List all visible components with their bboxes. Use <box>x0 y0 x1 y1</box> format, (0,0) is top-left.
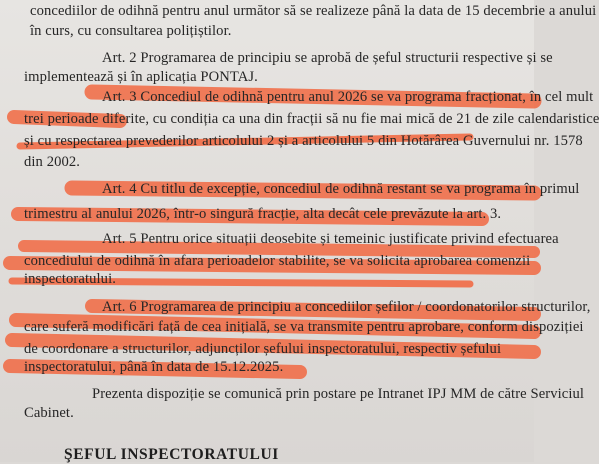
art4-line-2: trimestru al anului 2026, într-o singură fracție, alta decât cele prevăzute la art. 3. <box>24 206 502 222</box>
art6-line-1: Art. 6 Programarea de principiu a concediilor șefilor / coordonatorilor structurilor, <box>102 299 591 315</box>
art3-line-3: și cu respectarea prevederilor articolului 2 și a articolului 5 din Hotărârea Guvernului nr. 1578 <box>24 133 583 149</box>
text-line-1: concediilor de odihnă pentru anul următor să se realizeze până la data de 15 decembrie a anului <box>30 3 597 19</box>
art3-line-4: din 2002. <box>24 154 81 170</box>
art5-line-1: Art. 5 Pentru orice situații deosebite și temeinic justificate privind efectuarea <box>102 231 559 247</box>
art5-line-2: concediului de odihnă în afara perioadelor stabilite, se va solicita aprobarea comenzii <box>24 253 531 269</box>
art5-line-3: inspectoratului. <box>24 271 116 287</box>
art3-line-2: trei perioade diferite, cu condiția ca una din fracții să nu fie mai mică de 21 de zile calendaristice <box>24 111 599 127</box>
closing-line-1: Prezenta dispoziție se comunică prin postare pe Intranet IPJ MM de către Serviciul <box>92 386 585 402</box>
closing-line-2: Cabinet. <box>24 405 74 421</box>
text-line-2: în curs, cu consultarea polițiștilor. <box>30 23 232 39</box>
art4-line-1: Art. 4 Cu titlu de excepție, concediul de odihnă restant se va programa în primul <box>102 181 580 197</box>
art3-line-1: Art. 3 Concediul de odihnă pentru anul 2026 se va programa fracționat, în cel mult <box>102 89 594 105</box>
art2-line-1: Art. 2 Programarea de principiu se aprobă de șeful structurii respective și se <box>102 50 553 66</box>
art6-line-4: inspectoratului, până în data de 15.12.2025. <box>24 359 284 375</box>
art6-line-3: de coordonare a structurilor, adjuncților șefului inspectoratului, respectiv șefului <box>24 341 502 357</box>
art2-line-2: implementează și în aplicația PONTAJ. <box>24 69 258 85</box>
signature-heading: ŞEFUL INSPECTORATULUI <box>64 446 279 463</box>
art6-line-2: care suferă modificări față de cea inițială, se va transmite pentru aprobare, conform dispoziției <box>24 319 584 335</box>
